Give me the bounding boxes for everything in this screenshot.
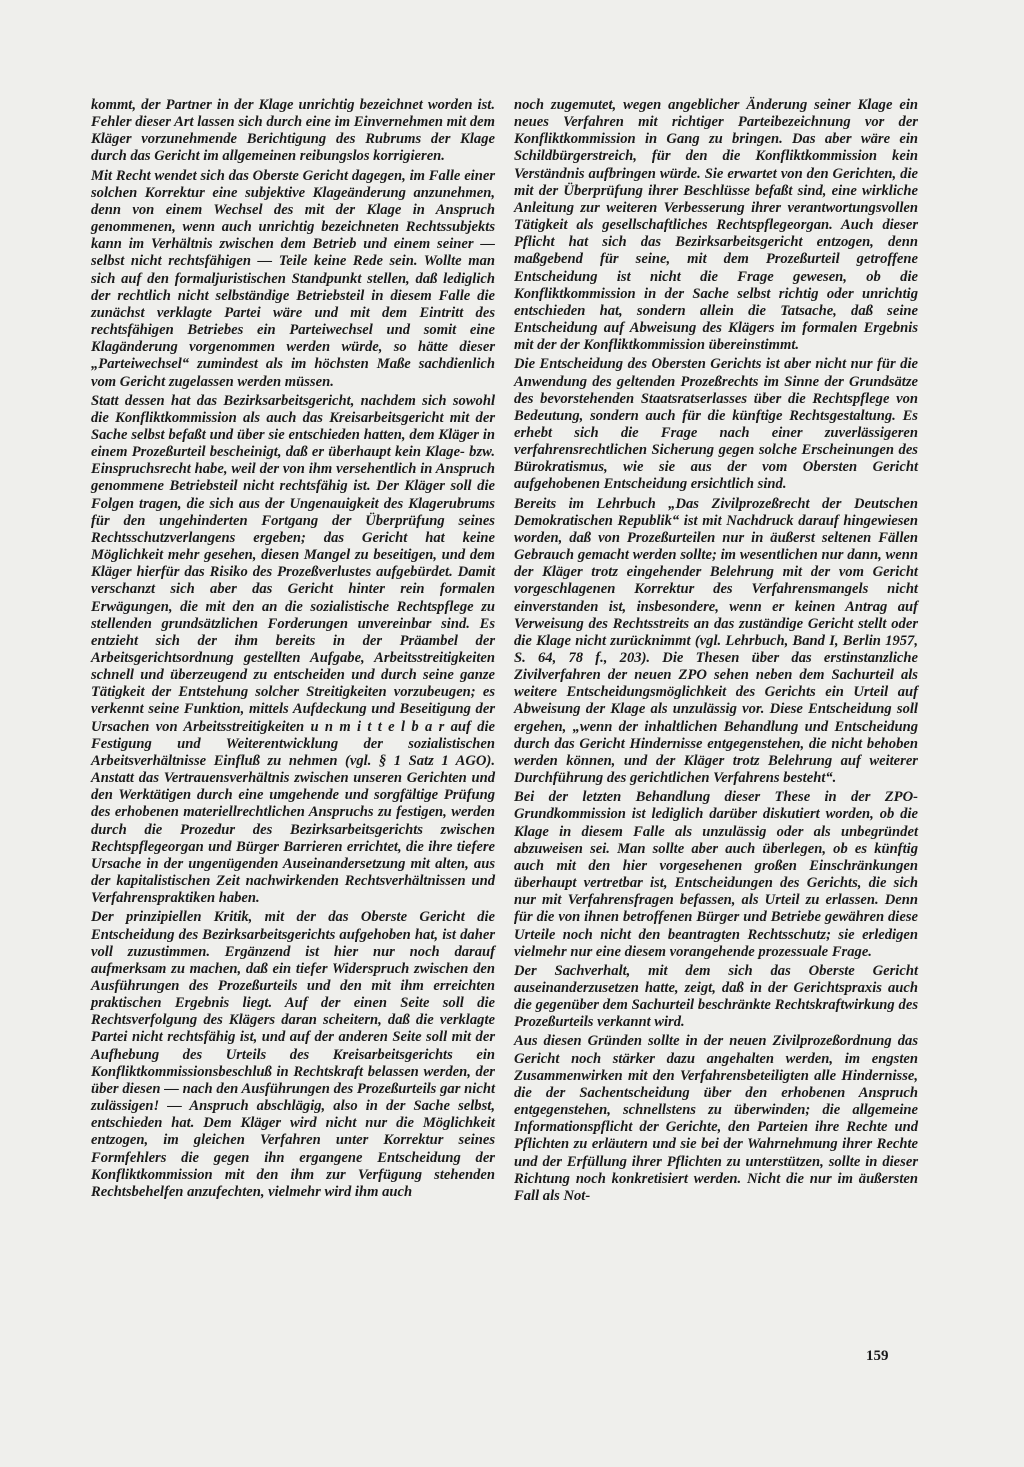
right-column — [514, 97, 918, 1205]
paragraph: Mit Recht wendet sich das Oberste Gericht dagegen, im Falle einer solchen Korrektur eine subjektive Klageänderung anzunehmen, denn von einem Wechsel des mit der Klage in Anspruch genommenen, wenn auch unrichtig bezeichneten Rechtssubjekts kann im Verhältnis zwischen dem Betrieb und einem seiner — selbst nicht rechtsfähigen — Teile keine Rede sein. Wollte man sich auf den formaljuristischen Standpunkt stellen, daß lediglich der rechtlich nicht selbständige Betriebsteil in diesem Falle die zunächst verklagte Partei wäre und mit dem Eintritt des rechtsfähigen Betriebes ein Parteiwechsel und somit eine Klagänderung vorgenommen werden würde, so hätte dieser „Parteiwechsel“ zumindest als im höchsten Maße sachdienlich vom Gericht zugelassen werden müssen. — [91, 167, 495, 390]
left-column — [91, 97, 495, 1201]
paragraph: kommt, der Partner in der Klage unrichtig bezeichnet worden ist. Fehler dieser Art lassen sich durch eine im Einvernehmen mit dem Kläger vorzunehmende Berichtigung des Rubrums der Klage durch das Gericht im allgemeinen reibungslos korrigieren. — [91, 97, 495, 165]
paragraph: Die Entscheidung des Obersten Gerichts ist aber nicht nur für die Anwendung des geltenden Prozeßrechts im Sinne der Grundsätze des bevorstehenden Staatsratserlasses über die Rechtspflege von Bedeutung, sondern auch für die künftige Rechtsgestaltung. Es erhebt sich die Frage nach einer zuverlässigeren verfahrensrechtlichen Sicherung gegen solche Erscheinungen des Bürokratismus, wie sie aus der vom Obersten Gericht aufgehobenen Entscheidung ersichtlich sind. — [514, 356, 918, 493]
paragraph: Statt dessen hat das Bezirksarbeitsgericht, nachdem sich sowohl die Konfliktkommission als auch das Kreisarbeitsgericht mit der Sache selbst befaßt und über sie entschieden hatten, dem Kläger in einem Prozeßurteil bescheinigt, daß er überhaupt kein Klage- bzw. Einspruchsrecht habe, weil der von ihm versehentlich in Anspruch genommene Betriebsteil nicht rechtsfähig ist. Der Kläger soll die Folgen tragen, die sich aus der Ungenauigkeit des Klagerubrums für den ungehinderten Fortgang der Überprüfung seines Rechtsschutzverlangens ergeben; das Gericht hat keine Möglichkeit mehr gesehen, diesen Mangel zu beseitigen, und dem Kläger hierfür das Risiko des Prozeßverlustes aufgebürdet. Damit verschanzt sich aber das Gericht hinter rein formalen Erwägungen, die mit den an die sozialistische Rechtspflege zu stellenden grundsätzlichen Forderungen unvereinbar sind. Es entzieht sich der ihm bereits in der Präambel der Arbeitsgerichtsordnung gestellten Aufgabe, Arbeitsstreitigkeiten schnell und überzeugend zu entscheiden und durch seine ganze Tätigkeit der Entstehung solcher Streitigkeiten vorzubeugen; es verkennt seine Funktion, mittels Aufdeckung und Beseitigung der Ursachen von Arbeitsstreitigkeiten u n m i t t e l b a r auf die Festigung und Weiterentwicklung der sozialistischen Arbeitsverhältnisse Einfluß zu nehmen (vgl. § 1 Satz 1 AGO). Anstatt das Vertrauensverhältnis zwischen unseren Gerichten und den Werktätigen durch eine umgehende und sorgfältige Prüfung des erhobenen materiellrechtlichen Anspruchs zu festigen, werden durch die Prozedur des Bezirksarbeitsgerichts zwischen Rechtspflegeorgan und Bürger Barrieren errichtet, die ihre tiefere Ursache in der ungenügenden Auseinandersetzung mit alten, aus der kapitalistischen Zeit nachwirkenden Rechtsverhältnissen und Verfahrenspraktiken haben. — [91, 392, 495, 907]
paragraph: Bei der letzten Behandlung dieser These in der ZPO-Grundkommission ist lediglich darüber diskutiert worden, ob die Klage in diesem Falle als unzulässig oder als unbegründet abzuweisen sei. Man sollte aber auch überlegen, ob es künftig auch mit den hier vorgesehenen großen Einschränkungen überhaupt vertretbar ist, Entscheidungen des Gerichts, die sich nur mit Verfahrensfragen befassen, als Urteil zu erlassen. Denn für die von ihnen betroffenen Bürger und Betriebe gewähren diese Urteile noch nicht den beantragten Rechtsschutz; sie erledigen vielmehr nur eine diesem vorangehende prozessuale Frage. — [514, 789, 918, 960]
page-number: 159 — [866, 1348, 889, 1364]
paragraph: Bereits im Lehrbuch „Das Zivilprozeßrecht der Deutschen Demokratischen Republik“ ist mit Nachdruck darauf hingewiesen worden, daß von Prozeßurteilen nur in äußerst seltenen Fällen Gebrauch gemacht werden sollte; im wesentlichen nur dann, wenn der Kläger trotz eingehender Belehrung mit der vom Gericht vorgeschlagenen Korrektur des Verfahrensmangels nicht einverstanden ist, insbesondere, wenn er keinen Antrag auf Verweisung des Rechtsstreits an das zuständige Gericht stellt oder die Klage nicht zurücknimmt (vgl. Lehrbuch, Band I, Berlin 1957, S. 64, 78 f., 203). Die Thesen über das erstinstanzliche Zivilverfahren der neuen ZPO sehen neben dem Sachurteil als weitere Entscheidungsmöglichkeit des Gerichts ein Urteil auf Abweisung der Klage als unzulässig vor. Diese Entscheidung soll ergehen, „wenn der inhaltlichen Behandlung und Entscheidung durch das Gericht Hindernisse entgegenstehen, die nicht behoben werden können, und der Kläger trotz Belehrung auf weiterer Durchführung des gerichtlichen Verfahrens besteht“. — [514, 495, 918, 787]
paragraph: Der Sachverhalt, mit dem sich das Oberste Gericht auseinanderzusetzen hatte, zeigt, daß in der Gerichtspraxis auch die gegenüber dem Sachurteil beschränkte Rechtskraftwirkung des Prozeßurteils verkannt wird. — [514, 962, 918, 1031]
paragraph: Der prinzipiellen Kritik, mit der das Oberste Gericht die Entscheidung des Bezirksarbeitsgerichts aufgehoben hat, ist daher voll zuzustimmen. Ergänzend ist hier nur noch darauf aufmerksam zu machen, daß ein tiefer Widerspruch zwischen den Ausführungen des Prozeßurteils und den mit ihm erreichten praktischen Ergebnis liegt. Auf der einen Seite soll die Rechtsverfolgung des Klägers daran scheitern, daß die verklagte Partei nicht rechtsfähig ist, und auf der anderen Seite soll mit der Aufhebung des Urteils des Kreisarbeitsgerichts ein Konfliktkommissionsbeschluß in Rechtskraft belassen werden, der über diesen — nach den Ausführungen des Prozeßurteils gar nicht zulässigen! — Anspruch abschlägig, also in der Sache selbst, entschieden hat. Dem Kläger wird nicht nur die Möglichkeit entzogen, im gleichen Verfahren unter Korrektur seines Formfehlers die gegen ihn ergangene Entscheidung der Konfliktkommission mit den ihm zur Verfügung stehenden Rechtsbehelfen anzufechten, vielmehr wird ihm auch — [91, 909, 495, 1200]
paragraph: noch zugemutet, wegen angeblicher Änderung seiner Klage ein neues Verfahren mit richtiger Parteibezeichnung vor der Konfliktkommission in Gang zu bringen. Das aber wäre ein Schildbürgerstreich, für den die Konfliktkommission kein Verständnis aufbringen würde. Sie erwartet von den Gerichten, die mit der Überprüfung ihrer Beschlüsse befaßt sind, eine wirkliche Anleitung zur weiteren Verbesserung ihrer verantwortungsvollen Tätigkeit als gesellschaftliches Rechtspflegeorgan. Auch dieser Pflicht hat sich das Bezirksarbeitsgericht entzogen, denn maßgebend für seine, mit dem Prozeßurteil getroffene Entscheidung ist nicht die Frage gewesen, ob die Konfliktkommission in der Sache selbst richtig oder unrichtig entschieden hat, sondern allein die Tatsache, daß seine Entscheidung auf Abweisung des Klägers im formalen Ergebnis mit der der Konfliktkommission übereinstimmt. — [514, 97, 918, 354]
paragraph: Aus diesen Gründen sollte in der neuen Zivilprozeßordnung das Gericht noch stärker dazu angehalten werden, im engsten Zusammenwirken mit den Verfahrensbeteiligten alle Hindernisse, die der Sachentscheidung über den erhobenen Anspruch entgegenstehen, schnellstens zu überwinden; die allgemeine Informationspflicht der Gerichte, den Parteien ihre Rechte und Pflichten zu erläutern und sie bei der Wahrnehmung ihrer Rechte und der Erfüllung ihrer Pflichten zu unterstützen, sollte in dieser Richtung noch konkretisiert werden. Nicht die nur im äußersten Fall als Not- — [514, 1033, 918, 1204]
